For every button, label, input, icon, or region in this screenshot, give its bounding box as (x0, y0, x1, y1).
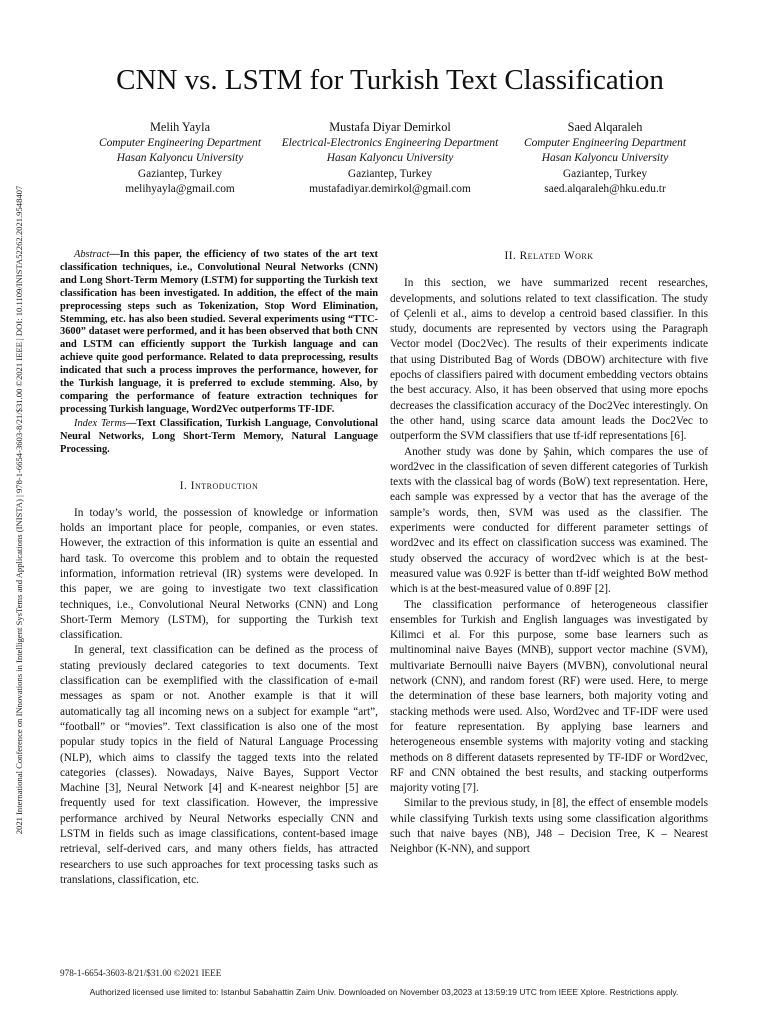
author-block (60, 120, 720, 204)
author-univ: Hasan Kalyoncu University (541, 152, 669, 164)
author-name: Melih Yayla (149, 120, 211, 134)
author-name: Saed Alqaraleh (567, 120, 643, 134)
index-terms-text: —Text Classification, Turkish Language, Convolutional Neural Networks, Long Short-Term Memory, Natural Language Processing. (60, 417, 378, 455)
left-column (60, 249, 378, 888)
author-3 (480, 120, 730, 198)
related-paragraph-4: Similar to the previous study, in [8], the effect of ensemble models while classifying Turkish texts using some classification algorithms such that naive bayes (NB), J48 – Decision Tree, K – Nearest Neighbor (K-NN), and support (390, 797, 708, 856)
section-number: II. (504, 250, 517, 262)
index-terms (60, 418, 378, 457)
related-paragraph-1: In this section, we have summarized recent researches, developments, and solutions related to text classification. The study of Çelenli et al., aims to develop a centroid based classifier. In this study, documents are represented by vectors using the Paragraph Vector model (Doc2Vec). The results of their experiments indicate that using Distributed Bag of Words (DBOW) architecture with five epochs of classifiers paired with document embedding vectors obtains the best accuracy. Also, it has been observed that using more epochs decreases the classification accuracy of the Doc2Vec interestingly. On the other hand, using scarce data amount leads the Doc2Vec to outperform the SVM classifiers that use tf-idf representations [6]. (390, 277, 708, 443)
author-2 (265, 120, 515, 198)
related-paragraph-2: Another study was done by Şahin, which compares the use of word2vec in the classification of seven different categories of Turkish texts with the classical bag of words (BoW) text representation. Here, each sample was expressed by a vector that has the average of the sample’s words, then, SVM was used as the classifier. The experiments were conducted for different parameter settings of word2vec and its effect on classification success was examined. The study observed the accuracy of word2vec which is at the best-measured value was 0.92F is better than tf-idf weighted BoW method which is at the best-measured value of 0.89F [2]. (390, 445, 708, 596)
related-paragraph-3: The classification performance of heterogeneous classifier ensembles for Turkish and English languages was investigated by Kilimci et al. For this purpose, some base learners such as multinominal naive Bayes (MNB), support vector machine (SVM), multivariate Bernoulli naive Bayers (MVBN), convolutional neural network (CNN), and random forest (RF) were used. Here, to merge the determination of these base learners, both majority voting and stacking methods were used. Also, Word2vec and TF-IDF were used for feature representation. By applying base learners and heterogeneous ensemble systems with majority voting and stacking methods on 8 different datasets represented by TF-IDF or Word2vec, RF and CNN obtained the best results, and stacking outperforms majority voting [7]. (390, 598, 708, 795)
intro-paragraph-2: In general, text classification can be defined as the process of stating previously declared categories to text documents. Text classification can be exemplified with the classification of e-mail messages as spam or not. Another example is that it will automatically tag all incoming news on a subject for example “art”, “football” or “movies”. Text classification is also one of the most popular study topics in the field of Natural Language Processing (NLP), which aims to classify the tagged texts into the related categories (classes). Nowadays, Naive Bayes, Support Vector Machine [3], Neural Network [4] and K-nearest neighbor [5] are frequently used for text classification. However, the impressive performance archived by Neural Networks especially CNN and LSTM in fields such as image classifications, content-based image retrieval, self-derived cars, and many others fields, has attracted researchers to use such approaches for text processing tasks such as translations, classification, etc. (60, 644, 378, 886)
author-email: melihyayla@gmail.com (125, 183, 235, 195)
side-doi-strip (4, 120, 34, 900)
license-notice: Authorized licensed use limited to: Istanbul Sabahattin Zaim Univ. Downloaded on November 03,2023 at 13:59:19 UTC from IEEE Xplore. Restrictions apply. (89, 987, 679, 997)
abstract-text: —In this paper, the efficiency of two states of the art text classification techniques, i.e., Convolutional Neural Networks (CNN) and Long Short-Term Memory (LSTM) for supporting the Turkish text classification has been investigated. In addition, the effect of the main preprocessing steps such as Tokenization, Stop Word Elimination, Stemming, etc. has also been studied. Several experiments using “TTC-3600” dataset were performed, and it has been observed that both CNN and LSTM can efficiently support the Turkish language and can achieve quite good performance. Related to data preprocessing, results indicated that such a process improves the performance, however, for the Turkish language, it is preferred to exclude stemming. Also, by comparing the performance of feature extraction techniques for processing Turkish language, Word2Vec outperforms TF-IDF. (60, 249, 378, 415)
author-univ: Hasan Kalyoncu University (326, 152, 454, 164)
author-city: Gaziantep, Turkey (137, 167, 223, 180)
abstract (60, 249, 378, 417)
author-dept: Electrical-Electronics Engineering Department (281, 136, 499, 149)
index-terms-label: Index Terms (74, 417, 127, 429)
author-email: mustafadiyar.demirkol@gmail.com (309, 183, 471, 195)
author-name: Mustafa Diyar Demirkol (329, 120, 451, 134)
abstract-label: Abstract (74, 249, 110, 260)
author-dept: Computer Engineering Department (524, 136, 686, 149)
author-city: Gaziantep, Turkey (562, 167, 648, 180)
section-title: Related Work (519, 250, 594, 262)
section-number: I. (179, 479, 188, 492)
author-city: Gaziantep, Turkey (347, 167, 433, 180)
right-column (390, 249, 708, 858)
author-dept: Computer Engineering Department (99, 136, 261, 149)
side-doi-text: 2021 International Conference on INnovations in Intelligent SysTems and Applications (INISTA) | 978-1-6654-3603-8/21/$31.00 ©2021 IEEE | DOI: 10.1109/INISTA52262.2021.9548407 (14, 185, 24, 835)
intro-paragraph-1: In today’s world, the possession of knowledge or information holds an important place for people, companies, or even states. However, the extraction of this information is quite an essential and hard task. To overcome this problem and to obtain the requested information, information retrieval (IR) systems were developed. In this paper, we are going to investigate two text classification techniques, i.e., Convolutional Neural Networks (CNN) and Long Short-Term Memory (LSTM), for supporting the Turkish text classification. (60, 506, 378, 642)
paper-title: CNN vs. LSTM for Turkish Text Classification (116, 64, 664, 96)
author-univ: Hasan Kalyoncu University (116, 152, 244, 164)
section-heading-introduction (60, 479, 378, 494)
section-title: Introduction (190, 479, 259, 492)
section-heading-related-work (390, 249, 708, 264)
author-email: saed.alqaraleh@hku.edu.tr (544, 183, 666, 195)
copyright-footer: 978-1-6654-3603-8/21/$31.00 ©2021 IEEE (60, 968, 222, 978)
